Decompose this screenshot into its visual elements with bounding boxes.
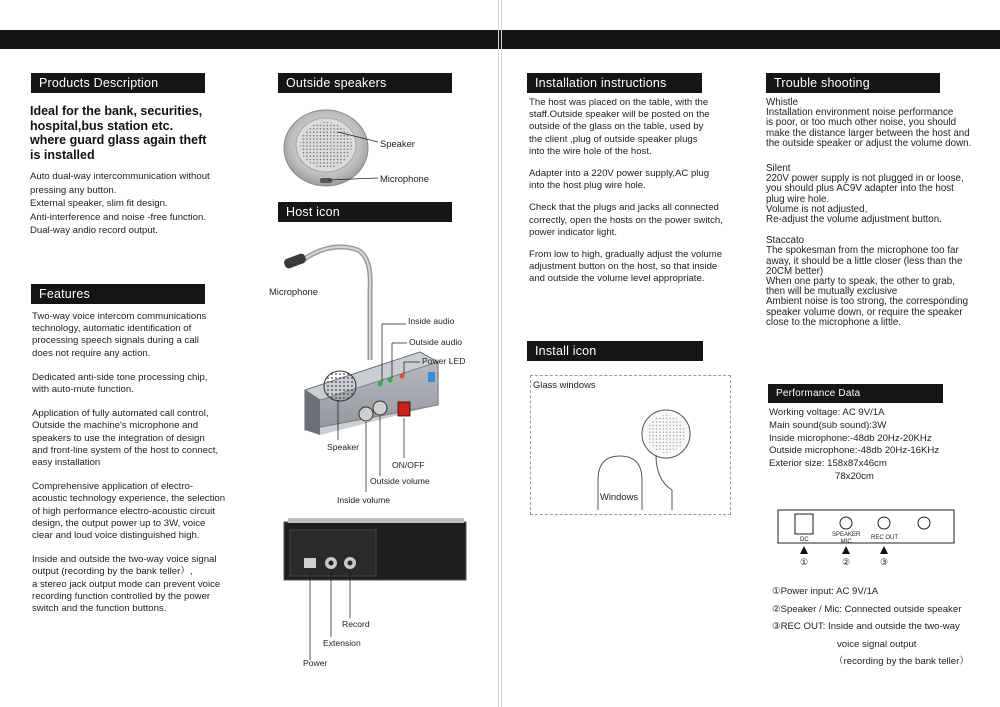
port-number-2: ② — [842, 557, 851, 567]
port-number-1: ① — [800, 557, 809, 567]
extension-label: Extension — [323, 638, 361, 648]
installation-instructions-header: Installation instructions — [527, 73, 702, 93]
performance-data-header: Performance Data — [768, 384, 943, 403]
features-paragraph: Application of fully automated call control, Outside the machine's microphone and speakers to use the integration of design and front-line system of the host to connect, easy installation — [32, 408, 219, 469]
outside-speaker-illustration — [278, 100, 378, 190]
headline-line: Ideal for the bank, securities, — [30, 104, 203, 118]
features-paragraph: Two-way voice intercom communications technology, automatic identification of processing speech signals during a call does not require any action. — [32, 311, 207, 359]
top-black-bar — [0, 30, 1000, 49]
legend-line: ①Power input: AC 9V/1A — [772, 586, 879, 597]
dc-port-label: DC — [800, 537, 809, 543]
installation-paragraph: The host was placed on the table, with the staff.Outside speaker will be posted on the outside of the glass on the table, used by the client ,plug of outside speaker plugs into the wire hole of the host. — [529, 97, 710, 157]
speaker-mic-port-label: SPEAKER MIC — [832, 532, 861, 545]
headline-line: where guard glass again theft — [30, 133, 207, 147]
description-line: External speaker, slim fit design. — [30, 198, 168, 209]
features-paragraph: Dedicated anti-side tone processing chip, with auto-mute function. — [32, 371, 208, 396]
trouble-silent: Silent 220V power supply is not plugged in or loose, you should plus AC9V adapter into the host plug wire hole. Volume is not adjusted, Re-adjust the volume adjustment button. — [766, 163, 964, 226]
features-paragraph: Inside and outside the two-way voice signal output (recording by the bank teller）, a stereo jack output mode can prevent voice recording function controlled by the power switch and the function buttons. — [32, 554, 221, 615]
products-description-text — [30, 170, 210, 238]
headline-line: hospital,bus station etc. — [30, 118, 174, 133]
legend-line: ③REC OUT: Inside and outside the two-way — [772, 621, 960, 633]
install-diagram-drawing — [580, 400, 700, 520]
rec-out-port-label: REC OUT — [871, 535, 898, 541]
glass-windows-label: Glass windows — [533, 379, 596, 390]
host-speaker-label: Speaker — [327, 442, 360, 452]
outside-audio-label: Outside audio — [409, 337, 463, 347]
description-line: Auto dual-way intercommunication without — [30, 171, 210, 182]
outside-speaker-label: Speaker — [380, 138, 415, 149]
host-microphone-label: Microphone — [269, 286, 318, 297]
installation-paragraph: From low to high, gradually adjust the volume adjustment button on the host, so that inside and outside the volume level appropriate. — [529, 249, 723, 285]
host-back-panel-illustration — [284, 522, 470, 672]
legend-line: ②Speaker / Mic: Connected outside speaker — [772, 603, 962, 615]
on-off-label: ON/OFF — [392, 460, 425, 470]
description-line: Dual-way andio record output. — [30, 225, 158, 236]
outside-speakers-header: Outside speakers — [278, 73, 452, 93]
inside-audio-label: Inside audio — [408, 316, 455, 326]
record-label: Record — [342, 619, 370, 629]
installation-text — [529, 97, 723, 286]
headline-line: is installed — [30, 147, 95, 162]
features-text — [32, 311, 225, 615]
trouble-whistle: Whistle Installation environment noise performance is poor, or too much other noise, you should make the distance larger between the host and the outside speaker or adjust the volume down. — [766, 97, 972, 149]
power-label: Power — [303, 658, 328, 668]
description-line: pressing any button. — [30, 184, 117, 196]
page-fold-right — [501, 0, 502, 707]
inside-volume-label: Inside volume — [337, 495, 391, 505]
connector-legend — [772, 583, 969, 671]
features-paragraph: Comprehensive application of electro- acoustic technology experience, the selection of high performance electro-acoustic circuit design, the output power up to 3W, voice clear and loud voice distinguished high. — [32, 481, 226, 542]
trouble-shooting-header: Trouble shooting — [766, 73, 940, 93]
description-line: Anti-interference and noise -free function. — [30, 211, 206, 223]
features-header: Features — [31, 284, 205, 304]
host-icon-header: Host icon — [278, 202, 452, 222]
port-number-3: ③ — [880, 557, 889, 567]
install-icon-header: Install icon — [527, 341, 703, 361]
installation-paragraph: Check that the plugs and jacks all connected correctly, open the hosts on the power switch, power indicator light. — [529, 202, 723, 238]
products-description-header: Products Description — [31, 73, 205, 93]
power-led-label: Power LED — [422, 356, 466, 366]
performance-data-text: Working voltage: AC 9V/1A Main sound(sub sound):3W Inside microphone:-48db 20Hz-20KHz Outside microphone:-48db 20Hz-16KHz Exterior size: 158x87x46cm 78x20cm — [769, 407, 940, 482]
products-headline — [30, 104, 206, 162]
windows-label: Windows — [600, 491, 639, 502]
outside-volume-label: Outside volume — [370, 476, 430, 486]
outside-microphone-label: Microphone — [380, 173, 429, 184]
trouble-staccato: Staccato The spokesman from the microphone too far away, it should be a little closer (less than the 20CM better) When one party to speak, the other to grab, then will be mutually exclusive Ambient noise is too strong, the corresponding speaker volume down, or require the speaker close to the microphone a little. — [766, 235, 969, 328]
page-fold-left — [498, 0, 499, 707]
legend-line: voice signal output — [837, 638, 917, 650]
trouble-shooting-text — [766, 98, 971, 328]
installation-paragraph: Adapter into a 220V power supply,AC plug into the host plug wire hole. — [529, 168, 710, 192]
legend-line: （recording by the bank teller） — [834, 656, 969, 668]
